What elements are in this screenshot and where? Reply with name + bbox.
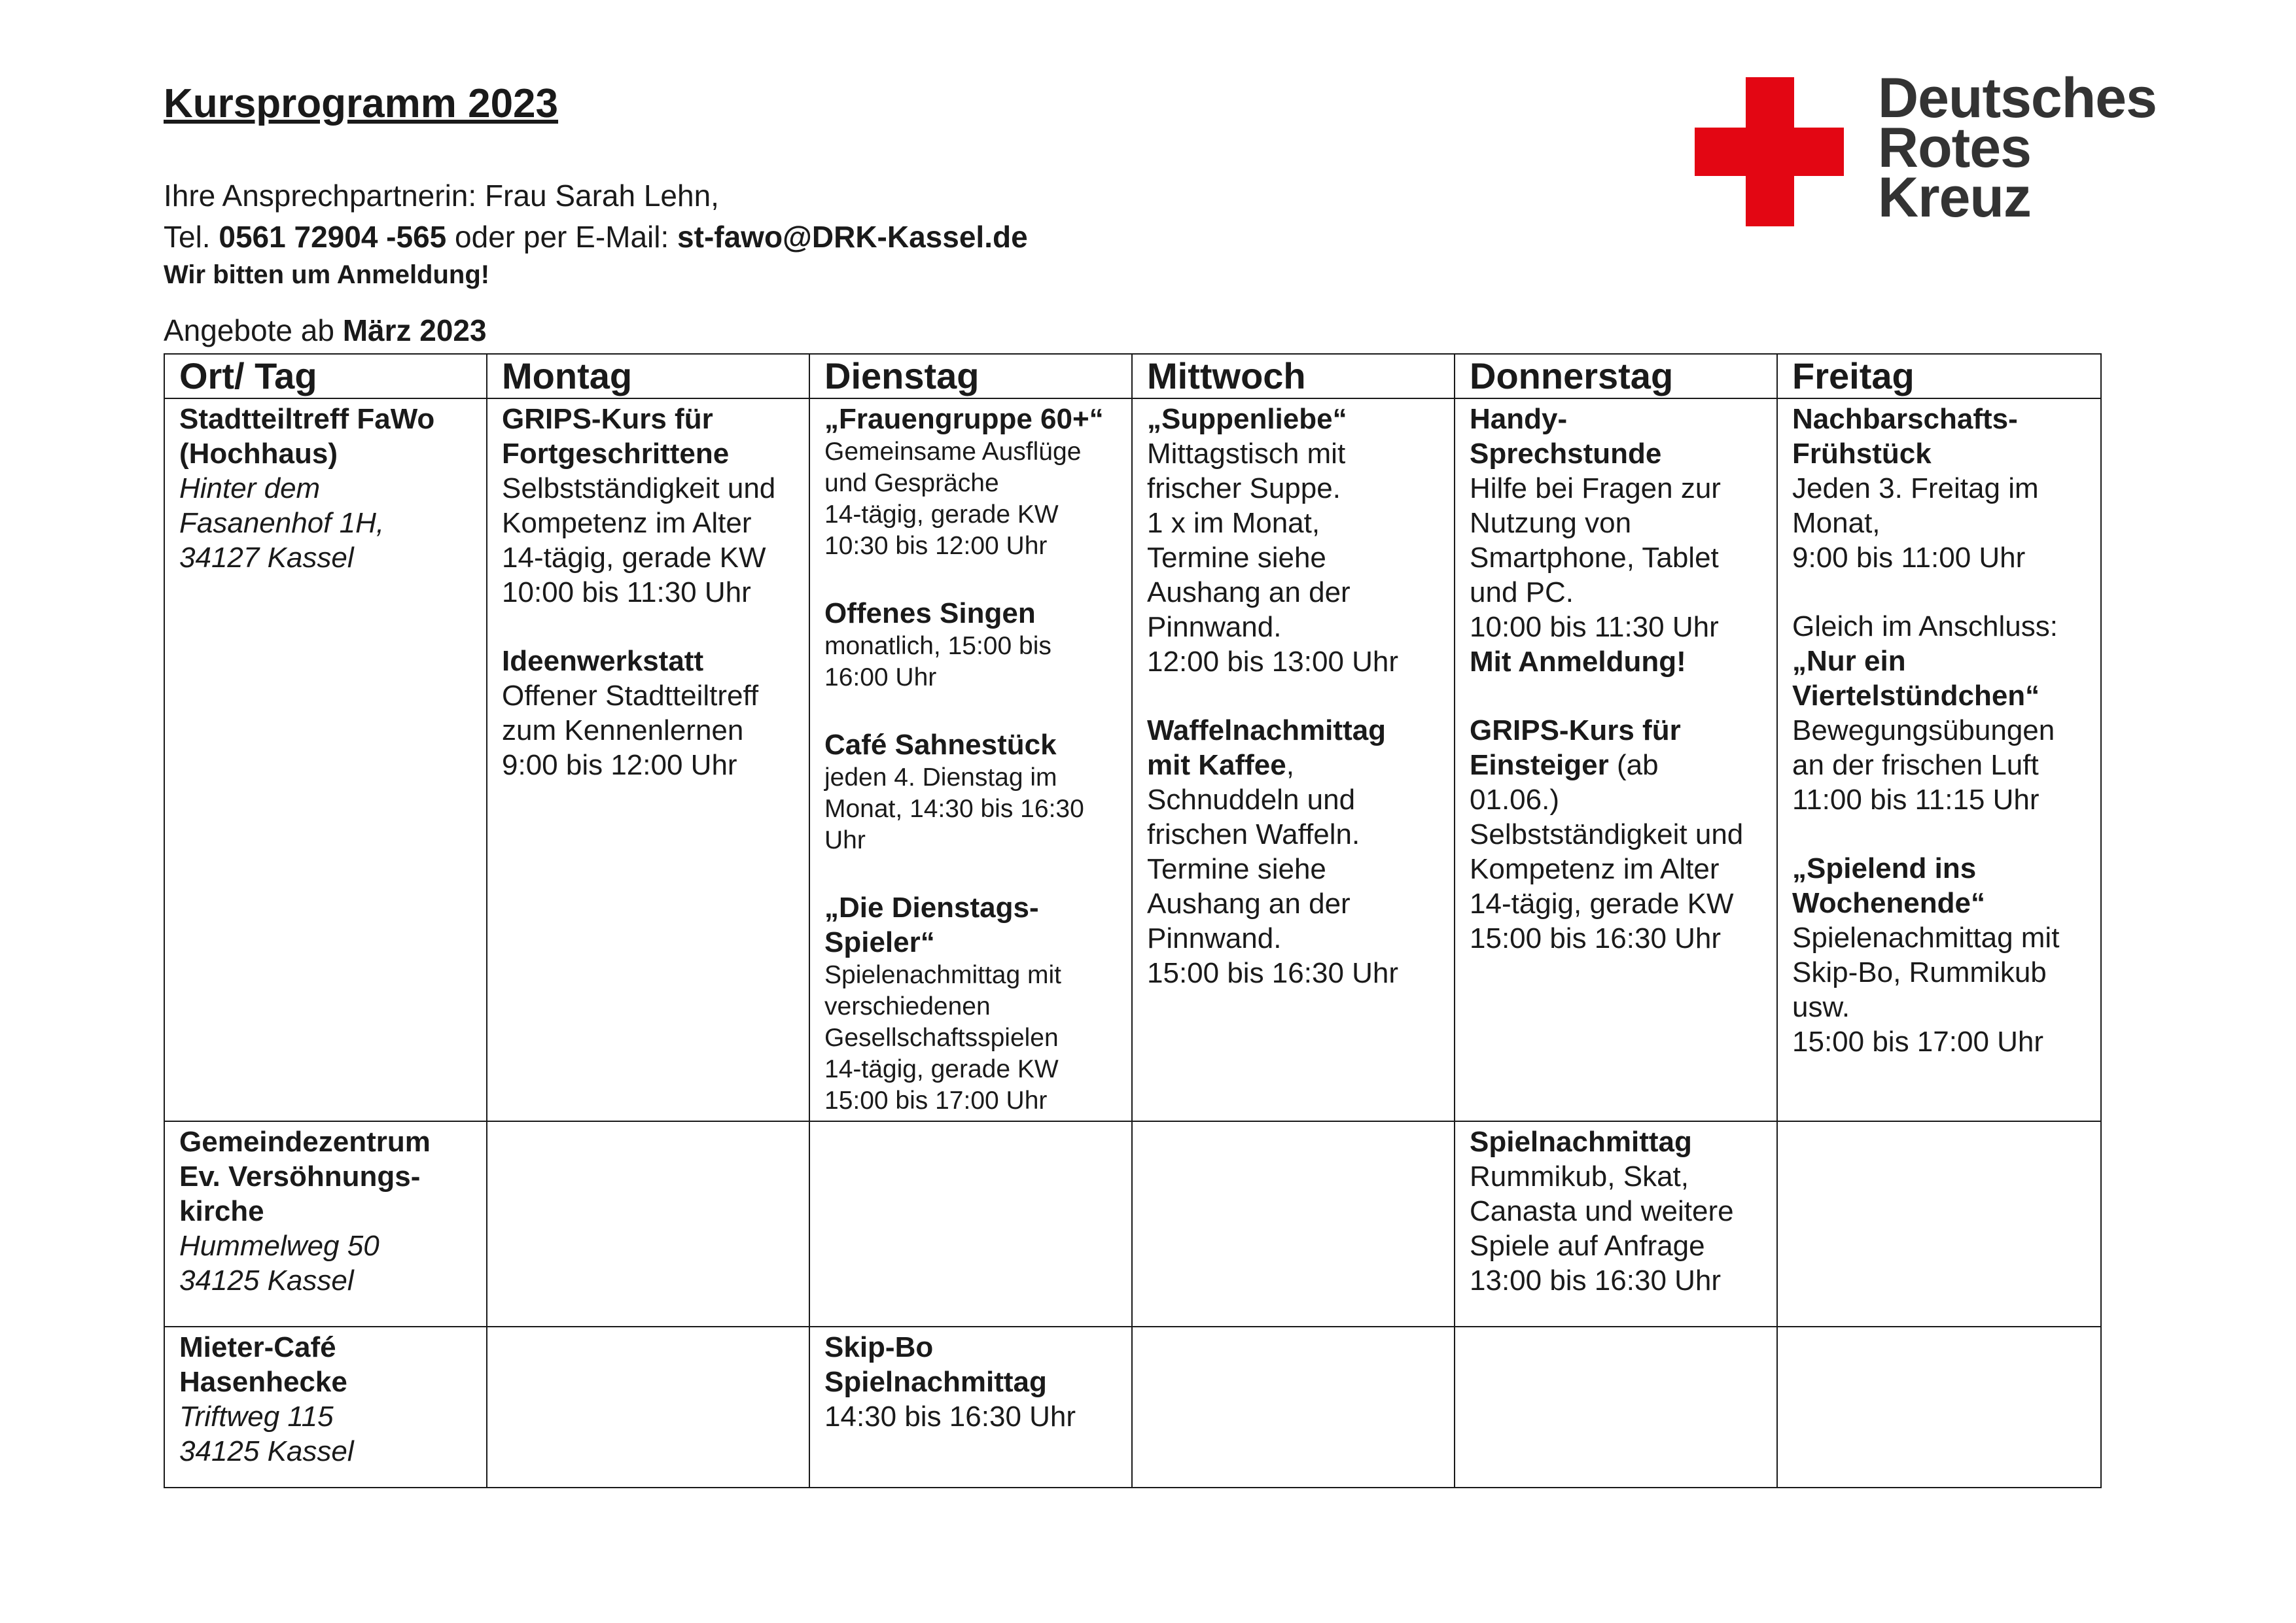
location-cell: Mieter-Café Hasenhecke Triftweg 115 34125 Kassel bbox=[164, 1327, 487, 1488]
table-row bbox=[164, 1121, 2101, 1327]
header-freitag: Freitag bbox=[1777, 354, 2101, 398]
header-dienstag: Dienstag bbox=[809, 354, 1132, 398]
montag-cell: GRIPS-Kurs für Fortgeschrittene Selbstständigkeit und Kompetenz im Alter 14-tägig, gerade KW 10:00 bis 11:30 Uhr Ideenwerkstatt Offener Stadtteiltreff zum Kennenlernen 9:00 bis 12:00 Uhr bbox=[487, 398, 809, 1121]
contact-line bbox=[164, 217, 1276, 258]
phone-number: 0561 72904 -565 bbox=[219, 220, 447, 254]
donnerstag-cell bbox=[1455, 1327, 1777, 1488]
document-header bbox=[164, 77, 1276, 351]
page-title: Kursprogramm 2023 bbox=[164, 81, 559, 126]
red-cross-icon-bar bbox=[1695, 128, 1844, 176]
header-mittwoch: Mittwoch bbox=[1132, 354, 1455, 398]
table-row bbox=[164, 398, 2101, 1121]
freitag-cell bbox=[1777, 1327, 2101, 1488]
freitag-cell: Nachbarschafts- Frühstück Jeden 3. Freitag im Monat, 9:00 bis 11:00 Uhr Gleich im Anschluss: „Nur ein Viertelstündchen“ Bewegungsübungen an der frischen Luft 11:00 bis 11:15 Uhr „Spielend ins Wochenende“ Spielenachmittag mit Skip-Bo, Rummikub usw. 15:00 bis 17:00 Uhr bbox=[1777, 398, 2101, 1121]
contact-info bbox=[164, 175, 1276, 258]
logo-wordmark: Deutsches Rotes Kreuz bbox=[1878, 67, 2157, 229]
header-donnerstag: Donnerstag bbox=[1455, 354, 1777, 398]
mittwoch-cell bbox=[1132, 1327, 1455, 1488]
table-row bbox=[164, 1327, 2101, 1488]
mittwoch-cell: „Suppenliebe“ Mittagstisch mit frischer Suppe. 1 x im Monat, Termine siehe Aushang an der Pinnwand. 12:00 bis 13:00 Uhr Waffelnachmittag mit Kaffee, Schnuddeln und frischen Waffeln. Termine siehe Aushang an der Pinnwand. 15:00 bis 16:30 Uhr bbox=[1132, 398, 1455, 1121]
freitag-cell bbox=[1777, 1121, 2101, 1327]
location-cell: Stadtteiltreff FaWo (Hochhaus) Hinter dem Fasanenhof 1H, 34127 Kassel bbox=[164, 398, 487, 1121]
contact-person: Ihre Ansprechpartnerin: Frau Sarah Lehn, bbox=[164, 179, 719, 213]
course-schedule-table bbox=[164, 353, 2102, 1488]
table-header-row bbox=[164, 354, 2101, 398]
mittwoch-cell bbox=[1132, 1121, 1455, 1327]
email-address: st-fawo@DRK-Kassel.de bbox=[677, 220, 1028, 254]
dienstag-cell: Skip-Bo Spielnachmittag 14:30 bis 16:30 Uhr bbox=[809, 1327, 1132, 1488]
drk-logo bbox=[1695, 67, 2218, 243]
dienstag-cell bbox=[809, 1121, 1132, 1327]
tel-label: Tel. bbox=[164, 220, 219, 254]
email-label: oder per E-Mail: bbox=[446, 220, 678, 254]
montag-cell bbox=[487, 1327, 809, 1488]
donnerstag-cell: Handy- Sprechstunde Hilfe bei Fragen zur Nutzung von Smartphone, Tablet und PC. 10:00 bis 11:30 Uhr Mit Anmeldung! GRIPS-Kurs für Einsteiger (ab 01.06.) Selbstständigkeit und Kompetenz im Alter 14-tägig, gerade KW 15:00 bis 16:30 Uhr bbox=[1455, 398, 1777, 1121]
registration-note: Wir bitten um Anmeldung! bbox=[164, 260, 490, 289]
header-location: Ort/ Tag bbox=[164, 354, 487, 398]
donnerstag-cell: Spielnachmittag Rummikub, Skat, Canasta und weitere Spiele auf Anfrage 13:00 bis 16:30 Uhr bbox=[1455, 1121, 1777, 1327]
location-cell: Gemeindezentrum Ev. Versöhnungs- kirche Hummelweg 50 34125 Kassel bbox=[164, 1121, 487, 1327]
montag-cell bbox=[487, 1121, 809, 1327]
offer-date: März 2023 bbox=[342, 313, 487, 347]
offer-date-line bbox=[164, 310, 1276, 351]
dienstag-cell: „Frauengruppe 60+“ Gemeinsame Ausflüge und Gespräche 14-tägig, gerade KW 10:30 bis 12:00 Uhr Offenes Singen monatlich, 15:00 bis 16:00 Uhr Café Sahnestück jeden 4. Dienstag im Monat, 14:30 bis 16:30 Uhr „Die Dienstags- Spieler“ Spielenachmittag mit verschiedenen Gesellschaftsspielen 14-tägig, gerade KW 15:00 bis 17:00 Uhr bbox=[809, 398, 1132, 1121]
offer-label: Angebote ab bbox=[164, 313, 343, 347]
header-montag: Montag bbox=[487, 354, 809, 398]
